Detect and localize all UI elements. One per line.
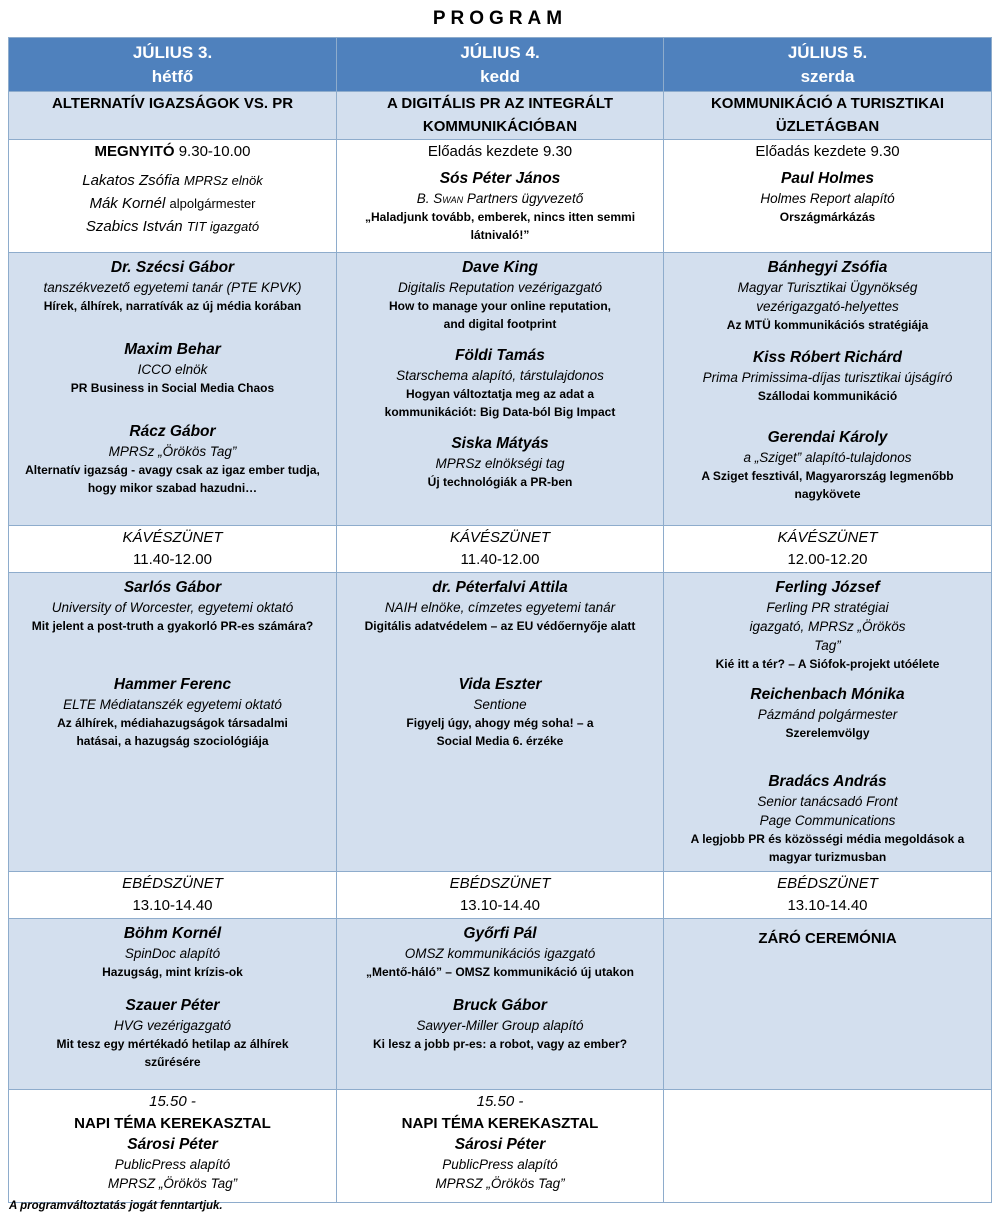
talk-topic: A Sziget fesztivál, Magyarország legmenőbb nagykövete	[701, 469, 954, 501]
speaker-role: a „Sziget” alapító-tulajdonos	[743, 450, 912, 465]
person-name: Lakatos Zsófia	[82, 172, 180, 189]
closing-ceremony: ZÁRÓ CEREMÓNIA	[758, 930, 897, 947]
opening-row	[9, 140, 992, 253]
theme-2: A DIGITÁLIS PR AZ INTEGRÁLT KOMMUNIKÁCIÓBAN	[337, 92, 664, 140]
break-time: 11.40-12.00	[133, 551, 212, 568]
break-time: 13.10-14.40	[459, 897, 541, 914]
moderator-role: MPRSZ „Örökös Tag”	[107, 1176, 238, 1191]
talk-topic: Az MTÜ kommunikációs stratégiája	[726, 318, 929, 332]
block2-col-2	[337, 573, 664, 872]
break-time: 11.40-12.00	[460, 551, 540, 568]
speaker-name: Sarlós Gábor	[123, 579, 222, 596]
page-title: PROGRAM	[432, 8, 568, 29]
talk-topic: A legjobb PR és közösségi média megoldások a magyar turizmusban	[690, 832, 965, 864]
talk-topic: Országmárkázás	[779, 210, 876, 224]
lunch-break-1	[9, 872, 337, 919]
speaker-name: Ferling József	[775, 579, 880, 596]
day-header-row	[9, 38, 992, 92]
block1-col-1	[9, 253, 337, 526]
roundtable-2	[337, 1090, 664, 1203]
talk-topic: Alternatív igazság - avagy csak az igaz ember tudja, hogy mikor szabad hazudni…	[25, 463, 320, 495]
block2-col-3	[664, 573, 992, 872]
speaker-name: Böhm Kornél	[123, 925, 222, 942]
coffee-break-1	[9, 526, 337, 573]
talk-topic: Digitális adatvédelem – az EU védőernyője alatt	[364, 619, 636, 633]
day-header-2	[337, 38, 664, 92]
lunch-break-2	[337, 872, 664, 919]
talk-topic: Hazugság, mint krízis-ok	[102, 965, 243, 979]
break-time: 13.10-14.40	[132, 897, 213, 914]
person-role: MPRSz elnök	[183, 173, 263, 188]
speaker-name: Földi Tamás	[455, 347, 545, 364]
speaker-name: Győrfi Pál	[463, 925, 537, 942]
moderator-name: Sárosi Péter	[127, 1136, 218, 1153]
speaker-role: Starschema alapító, társtulajdonos	[396, 368, 604, 383]
speaker-role: Sawyer-Miller Group alapító	[416, 1018, 584, 1033]
speaker-role: Sentione	[473, 697, 527, 712]
speaker-name: Vida Eszter	[458, 676, 542, 693]
talk-topic: Új technológiák a PR-ben	[427, 475, 573, 489]
block3-col-2	[337, 919, 664, 1090]
speaker-name: Dave King	[462, 259, 538, 276]
talk-topic: Szerelemvölgy	[785, 726, 870, 740]
speaker-name: Kiss Róbert Richárd	[752, 349, 902, 366]
lunch-break-row	[9, 872, 992, 919]
speaker-name: Bruck Gábor	[453, 997, 547, 1014]
speaker-role: Holmes Report alapító	[760, 191, 895, 206]
day-weekday: hétfő	[151, 67, 194, 86]
speaker-role: tanszékvezető egyetemi tanár (PTE KPVK)	[43, 280, 302, 295]
speaker-role: MPRSz „Örökös Tag”	[108, 444, 237, 459]
speaker-role: ELTE Médiatanszék egyetemi oktató	[63, 697, 282, 712]
speaker-role: SpinDoc alapító	[124, 946, 221, 961]
roundtable-time: 15.50 -	[476, 1093, 524, 1110]
break-label: KÁVÉSZÜNET	[777, 529, 878, 546]
break-time: 13.10-14.40	[787, 897, 868, 914]
roundtable-1	[9, 1090, 337, 1203]
speaker-name: Hammer Ferenc	[113, 676, 232, 693]
day-date: JÚLIUS 5.	[787, 43, 868, 62]
lecture-start: Előadás kezdete 9.30	[427, 143, 573, 160]
talk-topic: Ki lesz a jobb pr-es: a robot, vagy az ember?	[372, 1037, 628, 1051]
speaker-role: Ferling PR stratégiai igazgató, MPRSz „Örökös Tag”	[749, 600, 906, 653]
break-label: KÁVÉSZÜNET	[122, 529, 223, 546]
roundtable-title: NAPI TÉMA KEREKASZTAL	[74, 1115, 271, 1132]
role-company: Swan	[433, 191, 464, 206]
talk-topic: „Haladjunk tovább, emberek, nincs itten semmi látnivaló!”	[364, 210, 636, 242]
speaker-name: Szauer Péter	[125, 997, 220, 1014]
speaker-role: Senior tanácsadó Front Page Communications	[757, 794, 898, 828]
roundtable-empty	[664, 1090, 992, 1203]
speaker-role: OMSZ kommunikációs igazgató	[404, 946, 596, 961]
session-block-2	[9, 573, 992, 872]
person-role: alpolgármester	[169, 196, 256, 211]
block3-col-1	[9, 919, 337, 1090]
lunch-break-3	[664, 872, 992, 919]
talk-topic: „Mentő-háló” – OMSZ kommunikáció új utakon	[365, 965, 635, 979]
speaker-name: Reichenbach Mónika	[750, 686, 905, 703]
day-header-1	[9, 38, 337, 92]
speaker-role: HVG vezérigazgató	[113, 1018, 232, 1033]
speaker-name: Sós Péter János	[439, 170, 561, 187]
opening-col-1	[9, 140, 337, 253]
footnote: A programváltoztatás jogát fenntartjuk.	[9, 1200, 223, 1212]
moderator-role: PublicPress alapító	[442, 1157, 558, 1172]
theme-row	[9, 92, 992, 140]
moderator-role: MPRSZ „Örökös Tag”	[435, 1176, 565, 1191]
person-role: TIT igazgató	[186, 219, 260, 234]
talk-topic: How to manage your online reputation, and digital footprint	[388, 299, 611, 331]
lecture-start: Előadás kezdete 9.30	[755, 143, 900, 160]
break-time: 12.00-12.20	[787, 551, 868, 568]
theme-1: ALTERNATÍV IGAZSÁGOK VS. PR	[9, 92, 337, 140]
person-name: Mák Kornél	[89, 195, 166, 212]
speaker-role: Magyar Turisztikai Ügynökség vezérigazgató-helyettes	[737, 280, 918, 314]
speaker-name: dr. Péterfalvi Attila	[432, 579, 568, 596]
roundtable-time: 15.50 -	[149, 1093, 196, 1110]
speaker-name: Siska Mátyás	[451, 435, 549, 452]
break-label: EBÉDSZÜNET	[777, 875, 878, 892]
talk-topic: Szállodai kommunikáció	[757, 389, 898, 403]
day-header-3	[664, 38, 992, 92]
coffee-break-2	[337, 526, 664, 573]
day-date: JÚLIUS 3.	[132, 43, 213, 62]
block1-col-2	[337, 253, 664, 526]
speaker-role: NAIH elnöke, címzetes egyetemi tanár	[384, 600, 616, 615]
speaker-name: Bánhegyi Zsófia	[767, 259, 888, 276]
speaker-name: Rácz Gábor	[129, 423, 216, 440]
speaker-name: Bradács András	[768, 773, 887, 790]
talk-topic: Kié itt a tér? – A Siófok-projekt utóélete	[715, 657, 940, 671]
block2-col-1	[9, 573, 337, 872]
coffee-break-3	[664, 526, 992, 573]
day-date: JÚLIUS 4.	[460, 43, 540, 62]
role-suffix: Partners ügyvezető	[463, 191, 584, 206]
talk-topic: Hírek, álhírek, narratívák az új média korában	[43, 299, 302, 313]
talk-topic: PR Business in Social Media Chaos	[70, 381, 275, 395]
break-label: EBÉDSZÜNET	[449, 875, 551, 892]
role-prefix: B.	[416, 191, 434, 206]
coffee-break-row	[9, 526, 992, 573]
block1-col-3	[664, 253, 992, 526]
opening-col-2	[337, 140, 664, 253]
speaker-role: ICCO elnök	[137, 362, 208, 377]
talk-topic: Mit tesz egy mértékadó hetilap az álhírek szűrésére	[56, 1037, 289, 1069]
speaker-name: Dr. Szécsi Gábor	[110, 259, 235, 276]
block3-col-3	[664, 919, 992, 1090]
speaker-name: Paul Holmes	[780, 170, 875, 187]
break-label: EBÉDSZÜNET	[122, 875, 223, 892]
opening-time: 9.30-10.00	[178, 143, 251, 160]
break-label: KÁVÉSZÜNET	[449, 529, 551, 546]
speaker-role: MPRSz elnökségi tag	[435, 456, 565, 471]
speaker-name: Gerendai Károly	[767, 429, 888, 446]
theme-3: KOMMUNIKÁCIÓ A TURISZTIKAI ÜZLETÁGBAN	[664, 92, 992, 140]
roundtable-title: NAPI TÉMA KEREKASZTAL	[401, 1115, 599, 1132]
speaker-role: University of Worcester, egyetemi oktató	[51, 600, 294, 615]
session-block-3	[9, 919, 992, 1090]
person-name: Szabics István	[85, 218, 183, 235]
talk-topic: Figyelj úgy, ahogy még soha! – a Social Media 6. érzéke	[406, 716, 594, 748]
speaker-role: Pázmánd polgármester	[757, 707, 898, 722]
opening-label: MEGNYITÓ	[94, 143, 175, 160]
talk-topic: Mit jelent a post-truth a gyakorló PR-es számára?	[31, 619, 314, 633]
moderator-name: Sárosi Péter	[454, 1136, 546, 1153]
opening-col-3	[664, 140, 992, 253]
roundtable-row	[9, 1090, 992, 1203]
speaker-role: Prima Primissima-díjas turisztikai újságíró	[702, 370, 953, 385]
speaker-role: Digitalis Reputation vezérigazgató	[397, 280, 603, 295]
day-weekday: kedd	[480, 67, 520, 86]
program-table	[8, 37, 992, 1203]
moderator-role: PublicPress alapító	[114, 1157, 231, 1172]
speaker-name: Maxim Behar	[124, 341, 221, 358]
session-block-1	[9, 253, 992, 526]
day-weekday: szerda	[800, 67, 855, 86]
talk-topic: Hogyan változtatja meg az adat a kommunikációt: Big Data-ból Big Impact	[384, 387, 616, 419]
talk-topic: Az álhírek, médiahazugságok társadalmi hatásai, a hazugság szociológiája	[57, 716, 288, 748]
